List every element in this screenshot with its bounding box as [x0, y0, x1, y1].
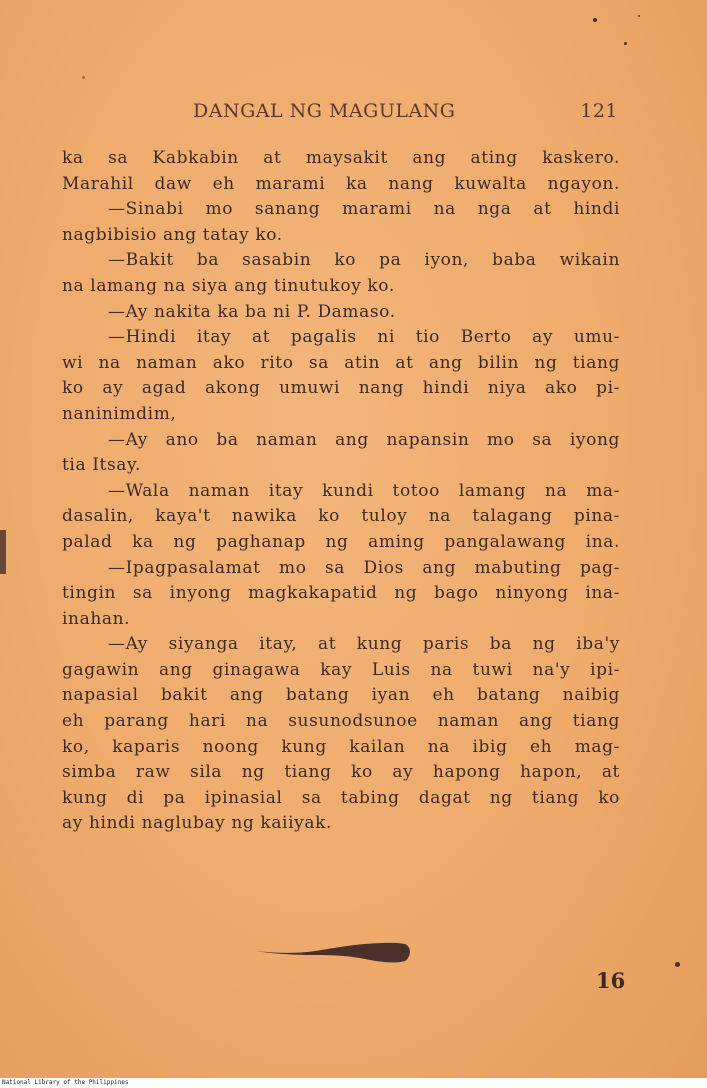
ink-speck — [593, 18, 597, 22]
page-body-text — [62, 146, 620, 837]
text-line: —Ipagpasalamat mo sa Dios ang mabuting pag- — [108, 557, 620, 578]
text-line: —Wala naman itay kundi totoo lamang na ma- — [108, 480, 620, 501]
ink-speck — [624, 42, 627, 45]
text-line: wi na naman ako rito sa atin at ang bilin ng tiang — [62, 352, 620, 373]
ink-speck — [82, 76, 85, 79]
text-line: eh parang hari na susunodsunoe naman ang tiang — [62, 711, 620, 732]
page-header — [193, 100, 618, 128]
ink-speck — [638, 15, 640, 17]
text-line: tia Itsay. — [62, 455, 141, 476]
text-line: —Ay siyanga itay, at kung paris ba ng iba'y — [108, 634, 620, 655]
page-number: 121 — [580, 100, 618, 122]
text-line: —Hindi itay at pagalis ni tio Berto ay umu- — [108, 327, 620, 348]
signature-mark: 16 — [596, 968, 626, 993]
text-line: inahan. — [62, 608, 131, 629]
running-title: DANGAL NG MAGULANG — [193, 100, 456, 122]
text-line: Marahil daw eh marami ka nang kuwalta ngayon. — [62, 173, 620, 194]
ornament-flourish — [255, 937, 413, 967]
text-line: napasial bakit ang batang iyan eh batang naibig — [62, 685, 620, 706]
text-line: kung di pa ipinasial sa tabing dagat ng tiang ko — [62, 787, 620, 808]
text-line: tingin sa inyong magkakapatid ng bago ninyong ina- — [62, 583, 620, 604]
text-line: —Ay ano ba naman ang napansin mo sa iyong — [108, 429, 620, 450]
ink-speck — [675, 962, 680, 967]
text-line: ka sa Kabkabin at maysakit ang ating kaskero. — [62, 148, 620, 168]
text-line: nagbibisio ang tatay ko. — [62, 224, 283, 245]
text-line: —Sinabi mo sanang marami na nga at hindi — [108, 199, 620, 220]
text-line: ko ay agad akong umuwi nang hindi niya ako pi- — [62, 378, 620, 399]
text-line: —Bakit ba sasabin ko pa iyon, baba wikain — [108, 250, 620, 271]
text-line: ay hindi naglubay ng kaiiyak. — [62, 813, 332, 834]
scan-credit-bar — [0, 1078, 707, 1088]
page-edge-mark — [0, 530, 6, 574]
text-line: ko, kaparis noong kung kailan na ibig eh mag- — [62, 736, 620, 757]
text-line: palad ka ng paghanap ng aming pangalawang ina. — [62, 531, 620, 552]
text-line: —Ay nakita ka ba ni P. Damaso. — [108, 301, 396, 322]
scan-credit: National Library of the Philippines — [2, 1079, 129, 1086]
text-line: na lamang na siya ang tinutukoy ko. — [62, 275, 395, 296]
text-line: gagawin ang ginagawa kay Luis na tuwi na'y ipi- — [62, 659, 620, 680]
text-line: dasalin, kaya't nawika ko tuloy na talagang pina- — [62, 506, 620, 527]
text-line: simba raw sila ng tiang ko ay hapong hapon, at — [62, 762, 620, 783]
text-line: naninimdim, — [62, 403, 177, 424]
